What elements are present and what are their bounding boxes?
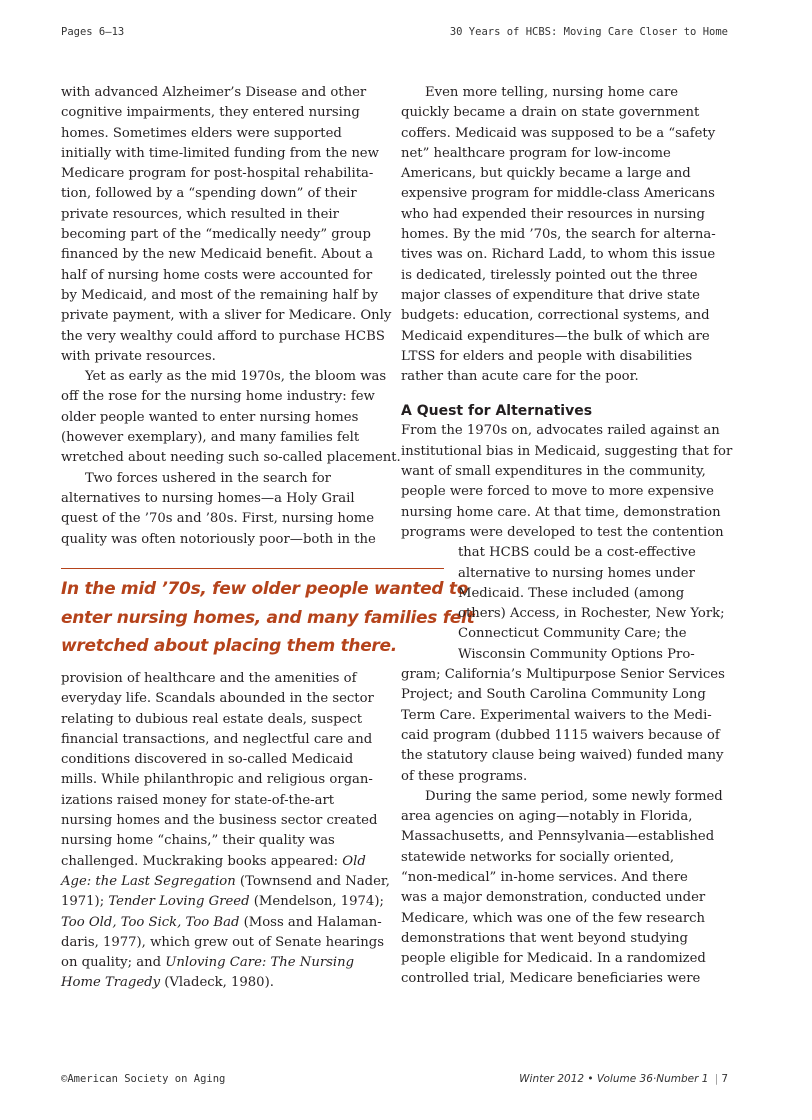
text-line: wretched about placing them there.	[61, 636, 397, 656]
book-title: Tender Loving Greed	[108, 894, 250, 910]
paragraph	[61, 469, 398, 550]
text-line: controlled trial, Medicare beneficiaries were	[401, 971, 701, 987]
text-line: tion, followed by a “spending down” of their	[61, 186, 357, 202]
text-line: caid program (dubbed 1115 waivers because of	[401, 727, 720, 743]
text-line: with advanced Alzheimer’s Disease and other	[61, 85, 367, 100]
text-line: financial transactions, and neglectful care and	[61, 731, 373, 747]
text-line: quest of the ’70s and ’80s. First, nursing home	[61, 511, 375, 527]
text-line: Wisconsin Community Options Pro-	[458, 646, 695, 662]
text-line: institutional bias in Medicaid, suggesting that for	[401, 443, 733, 459]
text-line: enter nursing homes, and many families felt	[61, 607, 475, 628]
text-line: challenged. Muckraking books appeared:	[61, 853, 343, 869]
text-line: area agencies on aging—notably in Florida,	[401, 809, 693, 825]
pull-quote	[61, 568, 475, 661]
text-line: relating to dubious real estate deals, suspect	[61, 711, 363, 727]
text-line: off the rose for the nursing home industry: few	[61, 389, 375, 405]
paragraph: provision of healthcare and the amenities of everyday life. Scandals abounded in the sector relating to dubious real estate deals, suspect financial transactions, and neglectful care and conditions discovered in so-called Medicaid mills. While philanthropic and religious organ- izations raised money for state-of-the-art nursing homes and the business sector created nursing home “chains,” their quality was challenged. Muckraking books appeared: Old Age: the Last Segregation (Townsend and Nader, 1971); Tender Loving Greed (Mendelson, 1974); Too Old, Too Sick, Too Bad (Moss and Halaman- daris, 1977), which grew out of Senate hearings on quality; and Unloving Care: The Nursing Home Tragedy (Vladeck, 1980).	[61, 669, 398, 994]
running-header	[61, 26, 751, 42]
text-line: private resources, which resulted in their	[61, 206, 339, 222]
text-line: nursing home “chains,” their quality was	[61, 833, 335, 849]
text-line: From the 1970s on, advocates railed against an	[401, 423, 720, 439]
book-title: Too Old, Too Sick, Too Bad	[61, 914, 240, 930]
text-line: Connecticut Community Care; the	[458, 626, 687, 642]
text-line: Medicaid. These included (among	[458, 585, 685, 601]
text-line: older people wanted to enter nursing homes	[61, 409, 359, 425]
text-line: Massachusetts, and Pennsylvania—established	[401, 829, 715, 845]
text-line: Even more telling, nursing home care	[425, 85, 679, 100]
text-line: Medicare program for post-hospital rehabilita-	[61, 166, 374, 182]
text-line: conditions discovered in so-called Medicaid	[61, 752, 354, 768]
text-line: financed by the new Medicaid benefit. About a	[61, 247, 373, 263]
text-line: homes. Sometimes elders were supported	[61, 125, 342, 141]
text-line: the statutory clause being waived) funded many	[401, 748, 724, 764]
book-title: Old	[342, 853, 366, 869]
text-line: tives was on. Richard Ladd, to whom this issue	[401, 247, 716, 263]
paragraph	[401, 421, 731, 786]
text-line: In the mid ’70s, few older people wanted to	[61, 579, 469, 599]
text-line: During the same period, some newly formed	[425, 788, 723, 804]
text-line: with private resources.	[61, 348, 216, 364]
page-footer	[61, 1073, 751, 1089]
text-line: of these programs.	[401, 768, 528, 784]
text-line: Term Care. Experimental waivers to the Medi-	[401, 707, 712, 723]
text-line: cognitive impairments, they entered nursing	[61, 105, 360, 121]
text-line: izations raised money for state-of-the-art	[61, 792, 335, 808]
paragraph	[61, 367, 401, 468]
text-line: coffers. Medicaid was supposed to be a “safety	[401, 125, 716, 141]
text-line: nursing home care. At that time, demonstration	[401, 504, 721, 520]
header-article-title: 30 Years of HCBS: Moving Care Closer to Home	[449, 26, 728, 38]
text-line: by Medicaid, and most of the remaining half by	[61, 287, 378, 303]
text-line: budgets: education, correctional systems, and	[401, 308, 710, 324]
left-column-continued	[61, 669, 398, 994]
text-line: quickly became a drain on state government	[401, 105, 700, 121]
paragraph	[61, 83, 398, 367]
copyright: ©American Society on Aging	[61, 1073, 226, 1085]
text-line: private payment, with a sliver for Medicare. Only	[61, 308, 392, 324]
header-pages: Pages 6–13	[61, 26, 125, 38]
text-line: Medicare, which was one of the few research	[401, 910, 706, 926]
text-line: rather than acute care for the poor.	[401, 369, 639, 385]
text-line: was a major demonstration, conducted under	[401, 890, 706, 906]
text-line: people eligible for Medicaid. In a randomized	[401, 951, 706, 967]
text-line: provision of healthcare and the amenities of	[61, 671, 357, 686]
text-line: (however exemplary), and many families felt	[61, 430, 360, 446]
text-line: LTSS for elders and people with disabilities	[401, 348, 693, 364]
issue-info: Winter 2012 • Volume 36·Number 1 | 7	[519, 1073, 728, 1085]
text-line: expensive program for middle-class Americans	[401, 186, 715, 202]
text-line: programs were developed to test the contention	[401, 524, 724, 540]
text-line: major classes of expenditure that drive state	[401, 287, 700, 303]
page-number: 7	[721, 1073, 728, 1085]
text-line: that HCBS could be a cost-effective	[458, 545, 696, 561]
text-line: becoming part of the “medically needy” group	[61, 227, 371, 243]
text-line: gram; California’s Multipurpose Senior Services	[401, 667, 725, 683]
text-line: Medicaid expenditures—the bulk of which are	[401, 328, 710, 344]
book-title: Age: the Last Segregation	[61, 873, 236, 889]
text-line: is dedicated, tirelessly pointed out the three	[401, 267, 698, 283]
text-line: alternative to nursing homes under	[458, 565, 695, 581]
text-line: others) Access, in Rochester, New York;	[458, 606, 725, 622]
text-line: homes. By the mid ’70s, the search for alterna-	[401, 227, 716, 243]
text-line: demonstrations that went beyond studying	[401, 930, 688, 946]
text-line: alternatives to nursing homes—a Holy Grail	[61, 490, 355, 506]
text-line: half of nursing home costs were accounted for	[61, 267, 373, 283]
left-column	[61, 83, 401, 550]
text-line: mills. While philanthropic and religious organ-	[61, 772, 373, 788]
separator: |	[714, 1073, 719, 1085]
text-line: Yet as early as the mid 1970s, the bloom was	[85, 369, 387, 385]
text-line: Two forces ushered in the search for	[85, 470, 331, 486]
pull-quote-text	[61, 575, 475, 661]
paragraph	[401, 83, 731, 387]
text-line: “non-medical” in-home services. And there	[401, 869, 688, 885]
paragraph	[401, 787, 731, 990]
section-heading: A Quest for Alternatives	[401, 403, 593, 420]
text-line: net” healthcare program for low-income	[401, 145, 671, 161]
text-line: people were forced to move to more expensive	[401, 484, 714, 500]
book-title: Home Tragedy	[61, 975, 161, 991]
text-line: statewide networks for socially oriented,	[401, 849, 675, 865]
text-line: nursing homes and the business sector created	[61, 813, 378, 829]
text-line: quality was often notoriously poor—both in the	[61, 531, 376, 547]
text-line: who had expended their resources in nursing	[401, 206, 705, 222]
text-line: initially with time-limited funding from the new	[61, 145, 379, 161]
right-column	[401, 83, 731, 990]
book-title: Unloving Care: The Nursing	[165, 955, 355, 971]
text-line: Americans, but quickly became a large and	[401, 166, 691, 182]
text-line: wretched about needing such so-called placement.	[61, 450, 401, 466]
text-line: Project; and South Carolina Community Long	[401, 687, 706, 703]
text-line: the very wealthy could afford to purchase HCBS	[61, 328, 385, 344]
text-line: want of small expenditures in the community,	[401, 464, 706, 480]
text-line: everyday life. Scandals abounded in the sector	[61, 691, 374, 707]
